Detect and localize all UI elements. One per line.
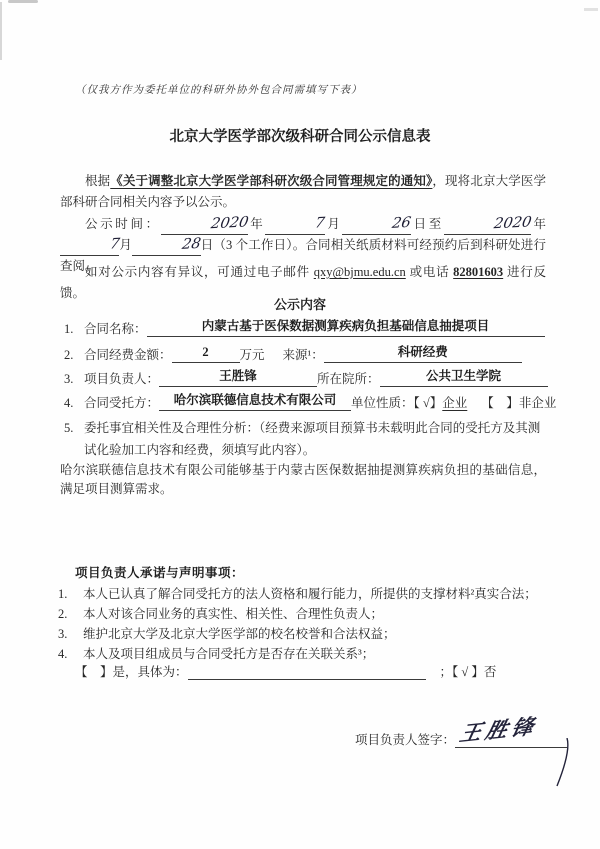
pi-row [64,368,548,387]
day-unit-2: 日 [200,238,214,252]
end-month-blank [60,237,119,256]
feedback-post: 进行反馈。 [60,265,546,300]
item-number: 1. [58,587,68,601]
signature-tail-stroke [543,738,573,788]
contractor-row [64,392,556,411]
relation-answer-row [75,662,496,680]
funding-source-value: 科研经费 [397,345,448,359]
page-title: 北京大学医学部次级科研合同公示信息表 [169,129,431,145]
end-year-value: 2020 [492,214,533,233]
funding-unit: 万元 [239,348,265,362]
declaration-item [58,584,563,604]
declaration-item-text: 本人已认真了解合同受托方的法人资格和履行能力，所提供的支撑材料²真实合法； [83,587,537,601]
yes-checkbox-empty: 【 】 [75,665,113,679]
contract-name-row [64,318,545,337]
funding-amount-value: 2 [202,345,209,359]
declaration-item-text: 维护北京大学及北京大学医学部的校名校誉和合法权益； [83,627,396,641]
non-enterprise-checkbox-empty: 【 】 [481,396,519,410]
declaration-item-text: 本人对该合同业务的真实性、相关性、合理性负责人； [83,607,384,621]
item-number: 3. [58,627,68,641]
item-number: 2. [58,607,68,621]
signature-line [455,713,567,748]
pi-affiliation-label: 所在院所： [317,372,380,386]
declaration-item [58,604,563,624]
contract-name-label: 合同名称： [84,322,147,336]
public-content-heading: 公示内容 [273,297,326,312]
month-unit-2: 月 [119,238,133,252]
item-number: 2. [64,348,74,362]
enterprise-option-label: 企业 [442,396,468,410]
declaration-heading: 项目负责人承诺与声明事项： [75,566,245,580]
end-year-blank [444,216,531,235]
intro-pre: 根据 [85,174,111,188]
declaration-list [58,584,563,664]
year-unit: 年 [247,217,266,231]
pi-affiliation-value: 公共卫生学院 [426,369,502,383]
scan-edge-smudge [8,0,38,3]
signature-row [355,713,567,748]
non-enterprise-option-label: 非企业 [518,396,557,410]
no-option-label: 否 [483,665,497,679]
feedback-phone: 82801603 [453,265,504,279]
analysis-statement: 哈尔滨联德信息技术有限公司能够基于内蒙古医保数据抽提测算疾病负担的基础信息，满足项目测算需求。 [60,463,546,496]
end-day-blank [132,235,203,256]
scan-left-edge-line [0,2,2,60]
contractor-label: 合同受托方： [84,396,160,410]
scan-right-edge-mark [584,8,598,11]
start-day-blank [342,214,413,235]
relation-detail-blank [188,666,426,680]
funding-row [64,344,522,363]
item-number: 4. [64,396,74,410]
regulation-notice-title: 《关于调整北京大学医学部科研次级合同管理规定的通知》 [110,174,433,188]
start-day-value: 26 [391,214,413,232]
analysis-row [64,417,542,461]
publicity-time-tail: （3 个工作日）。合同相关纸质材料可经预约后到科研处进行查阅。 [60,238,546,273]
yes-option-label: 是，具体为： [112,665,188,679]
declaration-item [58,624,563,644]
start-month-blank [265,215,327,235]
pi-label: 项目负责人： [84,372,160,386]
feedback-email: qxy@bjmu.edu.cn [313,265,406,279]
contractor-name-value: 哈尔滨联德信息技术有限公司 [173,393,337,407]
analysis-instruction-text: 委托事宜相关性及合理性分析：（经费来源项目预算书未载明此合同的受托方及其测试化验加工内容和经费，须填写此内容）。 [84,421,541,457]
intro-paragraph [60,171,546,213]
pi-name-value: 王胜锋 [219,369,257,383]
intro-post: ，现将北京大学医学部科研合同相关内容予以公示。 [60,174,546,209]
feedback-pre: 如对公示内容有异议，可通过电子邮件 [85,265,314,279]
day-to-unit: 日至 [410,217,444,231]
declaration-item-text: 本人及项目组成员与合同受托方是否存在关联关系³； [83,647,375,661]
end-day-value: 28 [180,235,203,253]
month-unit: 月 [324,217,343,231]
end-month-value: 7 [108,236,121,253]
feedback-mid: 或电话 [405,265,454,279]
declaration-item [58,644,563,664]
start-year-blank [161,216,248,235]
signature-label: 项目负责人签字： [355,733,456,747]
funding-source-label: 来源¹： [282,348,324,362]
unit-nature-label: 单位性质： [351,396,414,410]
year-unit-2: 年 [530,217,546,231]
enterprise-checkbox-checked: 【 √】 [413,396,443,410]
separator: ； [439,665,453,679]
publicity-time-label: 公示时间： [85,217,161,231]
no-checkbox-checked: 【 √ 】 [452,665,484,679]
handwritten-signature: 王胜锋 [457,713,541,747]
item-number: 4. [58,647,68,661]
contract-name-value: 内蒙古基于医保数据测算疾病负担基础信息抽提项目 [201,319,490,333]
start-month-value: 7 [314,215,327,232]
item-number: 5. [64,421,74,435]
form-precondition-note: （仅我方作为委托单位的科研外协外包合同需填写下表） [75,85,363,96]
start-year-value: 2020 [209,214,250,233]
item-number: 3. [64,372,74,386]
item-number: 1. [64,322,74,336]
funding-label: 合同经费金额： [84,348,172,362]
